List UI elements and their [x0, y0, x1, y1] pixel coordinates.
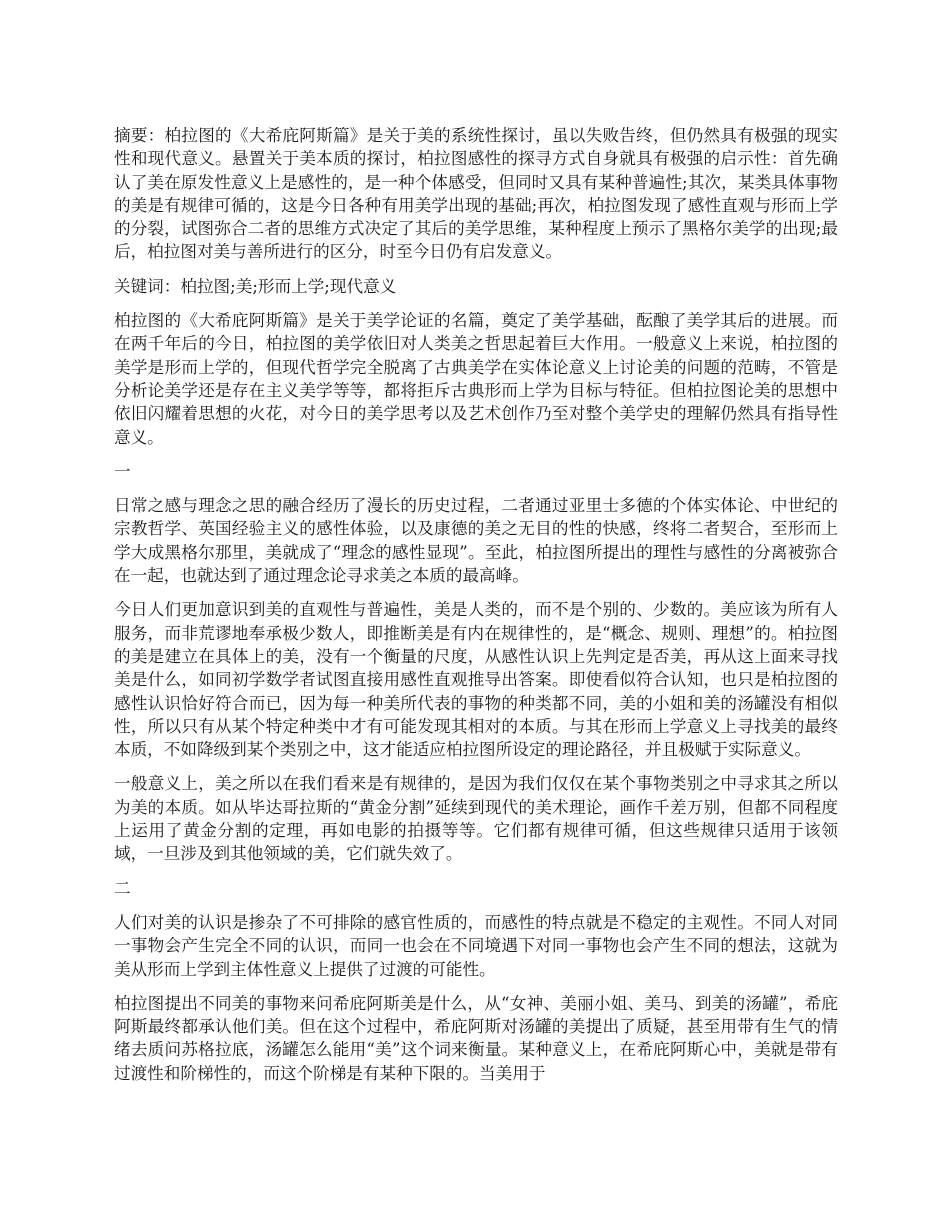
abstract-paragraph: 摘要：柏拉图的《大希庇阿斯篇》是关于美的系统性探讨，虽以失败告终，但仍然具有极强的现实性和现代意义。悬置关于美本质的探讨，柏拉图感性的探寻方式自身就具有极强的启示性：首先确认了美在原发性意义上是感性的，是一种个体感受，但同时又具有某种普遍性;其次，某类具体事物的美是有规律可循的，这是今日各种有用美学出现的基础;再次，柏拉图发现了感性直观与形而上学的分裂，试图弥合二者的思维方式决定了其后的美学思维，某种程度上预示了黑格尔美学的出现;最后，柏拉图对美与善所进行的区分，时至今日仍有启发意义。: [114, 126, 838, 262]
keywords-line: 关键词：柏拉图;美;形而上学;现代意义: [114, 276, 397, 296]
section1-paragraph-1: 日常之感与理念之思的融合经历了漫长的历史过程，二者通过亚里士多德的个体实体论、中世纪的宗教哲学、英国经验主义的感性体验，以及康德的美之无目的性的快感，终将二者契合，至形而上学大成黑格尔那里，美就成了“理念的感性显现”。至此，柏拉图所提出的理性与感性的分离被弥合在一起，也就达到了通过理念论寻求美之本质的最高峰。: [114, 496, 838, 586]
section1-paragraph-3: 一般意义上，美之所以在我们看来是有规律的，是因为我们仅仅在某个事物类别之中寻求其之所以为美的本质。如从毕达哥拉斯的“黄金分割”延续到现代的美术理论，画作千差万别，但都不同程度上运用了黄金分割的定理，再如电影的拍摄等等。它们都有规律可循，但这些规律只适用于该领域，一旦涉及到其他领域的美，它们就失效了。: [114, 774, 838, 864]
section2-paragraph-2: 柏拉图提出不同美的事物来问希庇阿斯美是什么，从“女神、美丽小姐、美马、到美的汤罐”，希庇阿斯最终都承认他们美。但在这个过程中，希庇阿斯对汤罐的美提出了质疑，甚至用带有生气的情绪去质问苏格拉底，汤罐怎么能用“美”这个词来衡量。某种意义上，在希庇阿斯心中，美就是带有过渡性和阶梯性的，而这个阶梯是有某种下限的。当美用于: [114, 993, 838, 1083]
section1-paragraph-2: 今日人们更加意识到美的直观性与普遍性，美是人类的，而不是个别的、少数的。美应该为所有人服务，而非荒谬地奉承极少数人，即推断美是有内在规律性的，是“概念、规则、理想”的。柏拉图的美是建立在具体上的美，没有一个衡量的尺度，从感性认识上先判定是否美，再从这上面来寻找美是什么，如同初学数学者试图直接用感性直观推导出答案。即使看似符合认知，也只是柏拉图的感性认识恰好符合而已，因为每一种美所代表的事物的种类都不同，美的小姐和美的汤罐没有相似性，所以只有从某个特定种类中才有可能发现其相对的本质。与其在形而上学意义上寻找美的最终本质，不如降级到某个类别之中，这才能适应柏拉图所设定的理论路径，并且极赋于实际意义。: [114, 600, 838, 760]
section2-paragraph-1: 人们对美的认识是掺杂了不可排除的感官性质的，而感性的特点就是不稳定的主观性。不同人对同一事物会产生完全不同的认识，而同一也会在不同境遇下对同一事物也会产生不同的想法，这就为美从形而上学到主体性意义上提供了过渡的可能性。: [114, 912, 838, 979]
section-heading-2: 二: [114, 878, 131, 898]
intro-paragraph: 柏拉图的《大希庇阿斯篇》是关于美学论证的名篇，奠定了美学基础，酝酿了美学其后的进展。而在两千年后的今日，柏拉图的美学依旧对人类美之哲思起着巨大作用。一般意义上来说，柏拉图的美学是形而上学的，但现代哲学完全脱离了古典美学在实体论意义上讨论美的问题的范畴，不管是分析论美学还是存在主义美学等等，都将拒斥古典形而上学为目标与特征。但柏拉图论美的思想中依旧闪耀着思想的火花，对今日的美学思考以及艺术创作乃至对整个美学史的理解仍然具有指导性意义。: [114, 311, 838, 447]
document-body: [114, 124, 838, 1096]
section-heading-1: 一: [114, 461, 131, 481]
